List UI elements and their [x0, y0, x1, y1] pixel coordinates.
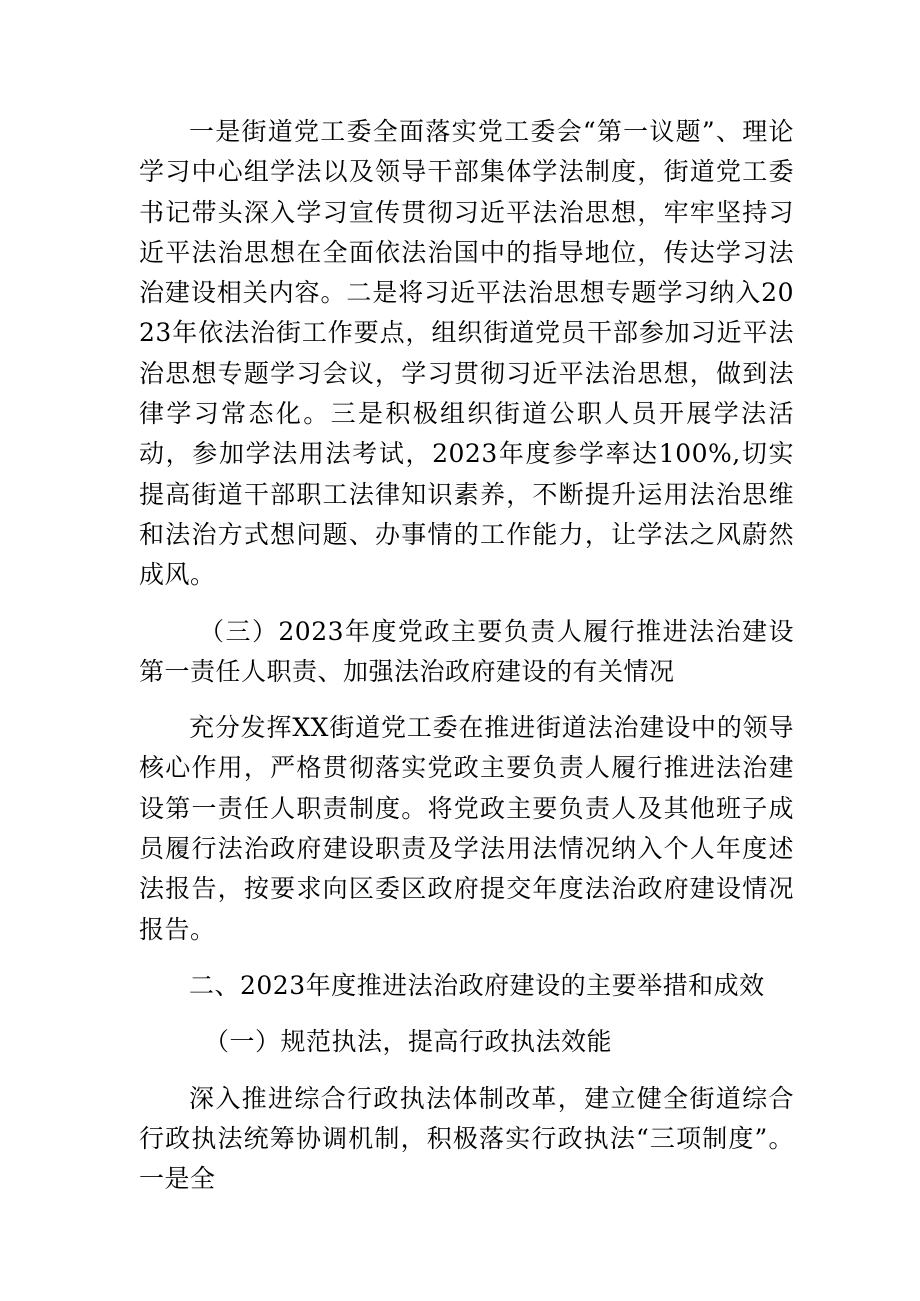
section-heading-main-measures: 二、2023年度推进法治政府建设的主要举措和成效	[189, 970, 765, 1000]
paragraph-party-leadership: 充分发挥XX街道党工委在推进街道法治建设中的领导核心作用，严格贯彻落实党政主要负责人履行推进法治建设第一责任人职责制度。将党政主要负责人及其他班子成员履行法治政府建设职责及学法用法情况纳入个人年度述法报告，按要求向区委区政府提交年度法治政府建设情况报告。	[139, 713, 794, 944]
subheading-standard-enforcement: （一）规范执法，提高行政执法效能	[204, 1027, 613, 1057]
document-body	[139, 112, 794, 1199]
subheading-responsibility: （三）2023年度党政主要负责人履行推进法治建设第一责任人职责、加强法治政府建设的有关情况	[139, 616, 794, 686]
paragraph-enforcement-reform: 深入推进综合行政执法体制改革，建立健全街道综合行政执法统筹协调机制，积极落实行政执法“三项制度”。一是全	[139, 1083, 794, 1194]
paragraph-study-measures: 一是街道党工委全面落实党工委会“第一议题”、理论学习中心组学法以及领导干部集体学法制度，街道党工委书记带头深入学习宣传贯彻习近平法治思想，牢牢坚持习近平法治思想在全面依法治国中的指导地位，传达学习法治建设相关内容。二是将习近平法治思想专题学习纳入2023年依法治街工作要点，组织街道党员干部参加习近平法治思想专题学习会议，学习贯彻习近平法治思想，做到法律学习常态化。三是积极组织街道公职人员开展学法活动，参加学法用法考试，2023年度参学率达100%,切实提高街道干部职工法律知识素养，不断提升运用法治思维和法治方式想问题、办事情的工作能力，让学法之风蔚然成风。	[139, 117, 794, 590]
